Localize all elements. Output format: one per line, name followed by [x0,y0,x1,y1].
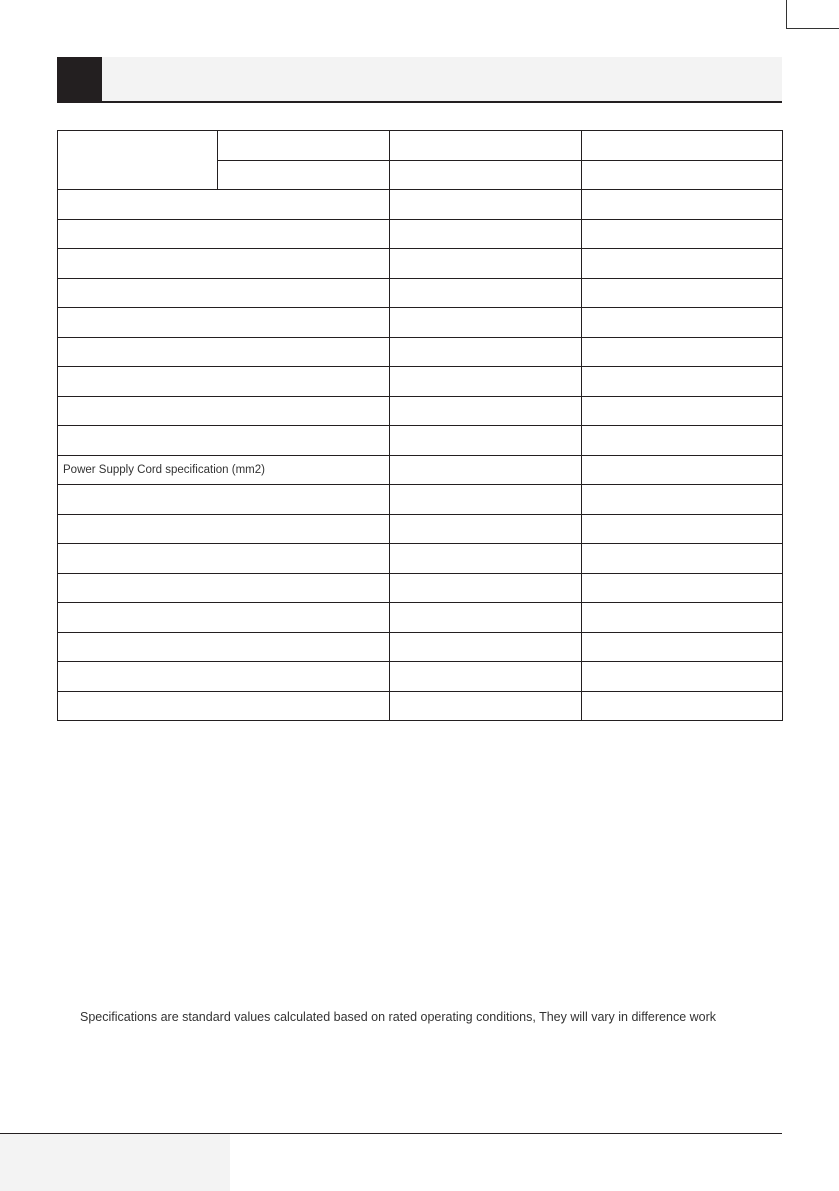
table-cell-label [58,278,390,308]
table-cell-label [58,691,390,721]
table-row [58,514,783,544]
table-row [58,573,783,603]
table-cell [390,367,582,397]
table-cell [582,131,783,161]
table-cell [582,308,783,338]
table-row [58,337,783,367]
table-cell [582,367,783,397]
table-row [58,131,783,161]
table-row [58,603,783,633]
table-cell [582,160,783,190]
table-cell-label [58,219,390,249]
power-cord-label: Power Supply Cord specification (mm2) [58,455,390,485]
table-row [58,219,783,249]
table-cell [582,662,783,692]
table-cell [218,131,390,161]
table-cell-label [58,337,390,367]
table-cell [390,337,582,367]
table-cell [390,131,582,161]
table-row [58,426,783,456]
table-row [58,396,783,426]
table-cell-label [58,308,390,338]
table-row [58,544,783,574]
table-cell-label [58,514,390,544]
table-cell-label [58,249,390,279]
table-cell-label [58,662,390,692]
table-cell [390,190,582,220]
table-cell-label [58,190,390,220]
table-cell [218,160,390,190]
table-cell [390,662,582,692]
table-cell [582,455,783,485]
table-cell [582,514,783,544]
table-cell [582,396,783,426]
table-cell [390,544,582,574]
table-cell [390,573,582,603]
table-cell [390,308,582,338]
table-cell [390,485,582,515]
table-cell [390,160,582,190]
table-cell-label [58,367,390,397]
table-cell [582,544,783,574]
table-row [58,278,783,308]
table-row [58,308,783,338]
table-cell [390,691,582,721]
specification-note: Specifications are standard values calculated based on rated operating conditions, They will vary in difference work [80,1010,717,1024]
table-cell [582,573,783,603]
footer-box [0,1134,230,1191]
table-cell [390,219,582,249]
table-cell [390,514,582,544]
table-cell-label [58,603,390,633]
table-cell [582,278,783,308]
table-row [58,662,783,692]
table-cell [582,426,783,456]
specification-table [57,130,783,721]
table-cell-model-label [58,131,218,190]
table-cell [582,190,783,220]
table-cell-label [58,632,390,662]
table-cell [390,455,582,485]
table-cell-label [58,544,390,574]
crop-mark-vertical [786,0,787,28]
table-cell [390,396,582,426]
table-cell [390,249,582,279]
table-cell [582,219,783,249]
section-header [57,57,782,103]
table-cell-label [58,485,390,515]
table-cell [582,603,783,633]
table-row [58,190,783,220]
table-row [58,249,783,279]
table-cell [390,632,582,662]
table-cell [390,278,582,308]
table-cell [582,337,783,367]
crop-mark-horizontal [786,28,839,29]
section-number-block [57,57,102,101]
table-row [58,691,783,721]
table-row [58,485,783,515]
table-cell [582,485,783,515]
table-row [58,632,783,662]
table-cell-label [58,573,390,603]
table-cell [390,603,582,633]
table-cell [390,426,582,456]
table-row-power-cord [58,455,783,485]
table-cell-label [58,426,390,456]
table-row [58,367,783,397]
table-cell [582,249,783,279]
table-cell [582,632,783,662]
table-cell [582,691,783,721]
table-cell-label [58,396,390,426]
